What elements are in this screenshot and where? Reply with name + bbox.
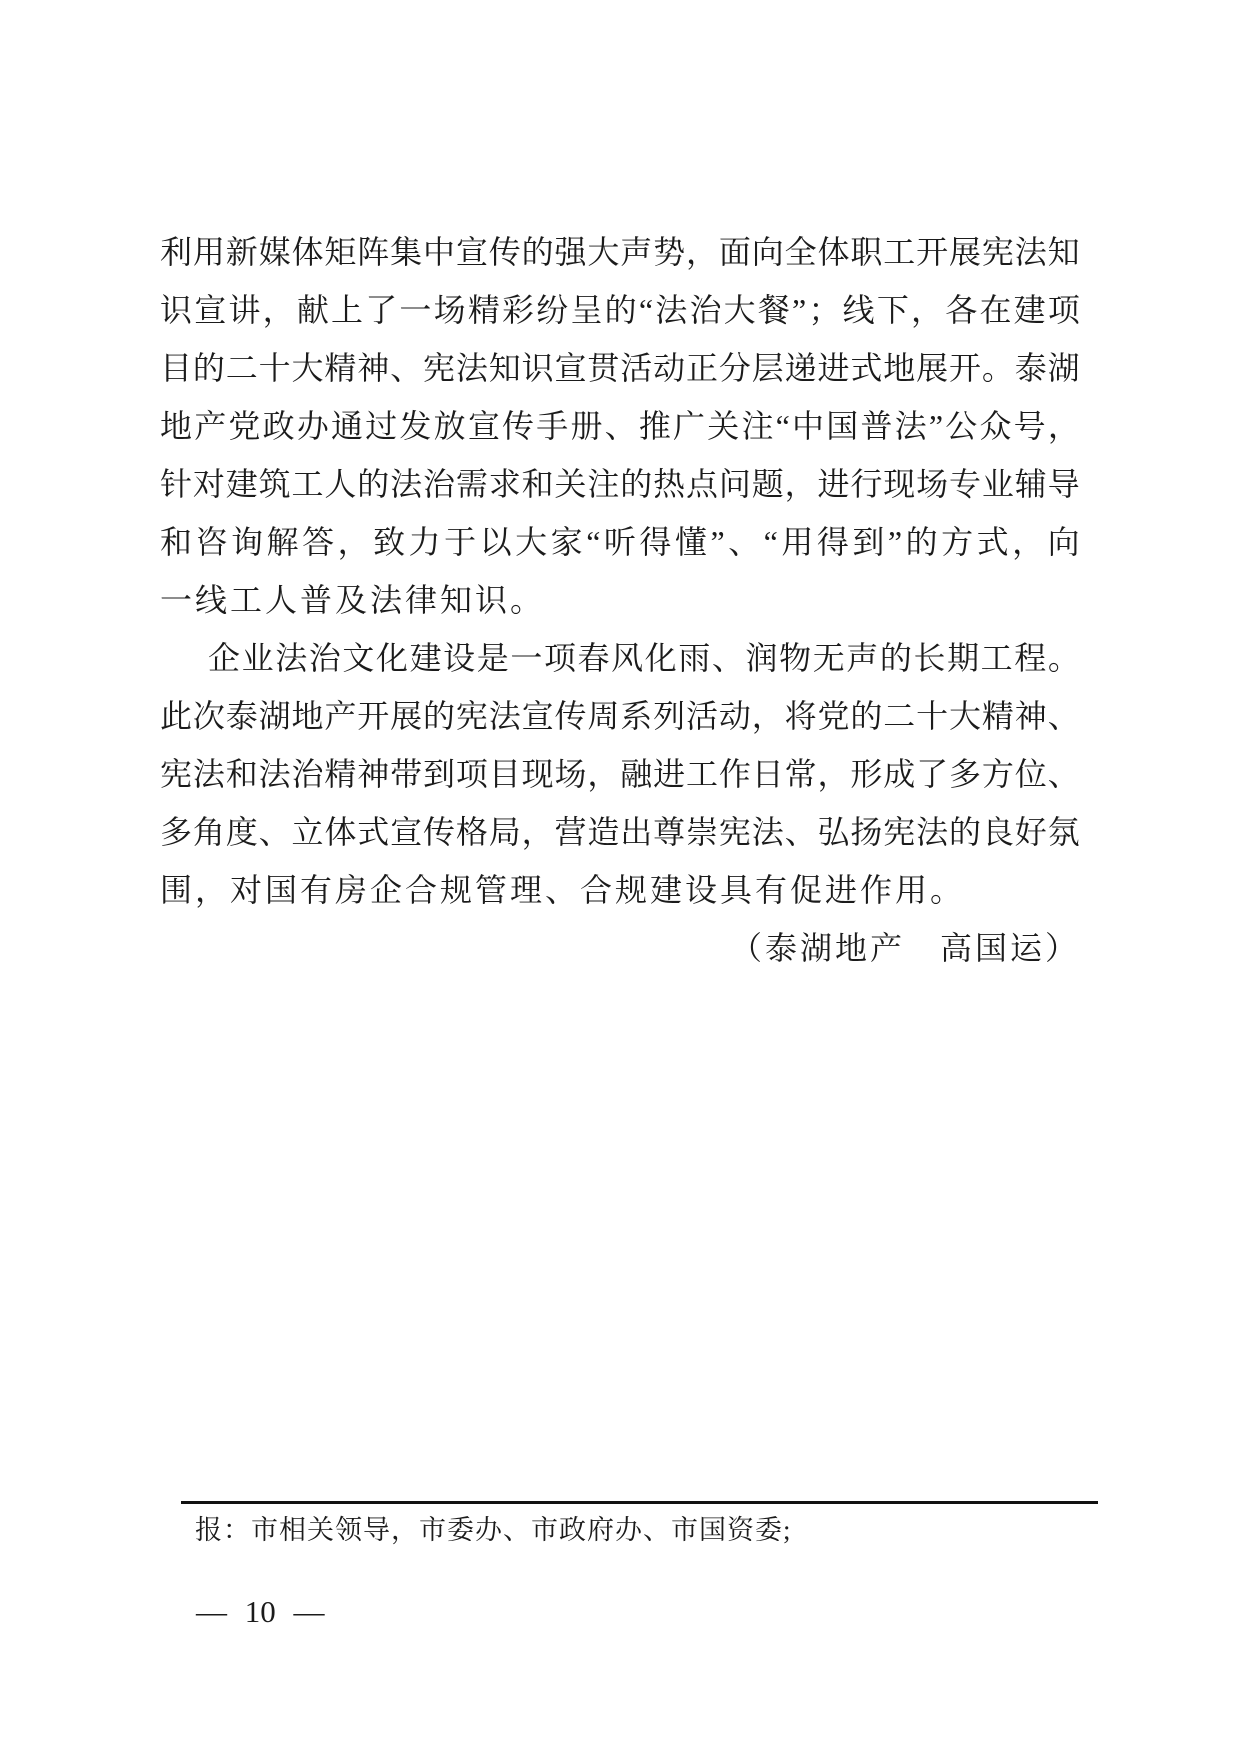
- body-line: 此 次 泰 湖 地 产 开 展 的 宪 法 宣 传 周 系 列 活 动 ， 将 党 的 二 十 大 精 神 、: [160, 698, 1080, 734]
- page-number: — 10 —: [196, 1594, 325, 1629]
- body-line: 多 角 度 、 立 体 式 宣 传 格 局 ， 营 造 出 尊 崇 宪 法 、 弘 扬 宪 法 的 良 好 氛: [160, 814, 1080, 850]
- attribution-line: （泰湖地产 高国运）: [729, 930, 1080, 966]
- copy-to-note: 报：市相关领导，市委办、市政府办、市国资委;: [195, 1515, 792, 1545]
- body-line: 和 咨 询 解 答 ， 致 力 于 以 大 家 “ 听 得 懂 ” 、 “ 用 得 到 ” 的 方 式 ， 向: [160, 524, 1080, 560]
- body-line: 宪 法 和 法 治 精 神 带 到 项 目 现 场 ， 融 进 工 作 日 常 ， 形 成 了 多 方 位 、: [160, 756, 1080, 792]
- body-line-paragraph-start: 企 业 法 治 文 化 建 设 是 一 项 春 风 化 雨 、 润 物 无 声 的 长 期 工 程 。: [208, 640, 1080, 676]
- body-line: 一线工人普及法律知识。: [160, 582, 546, 618]
- body-line: 针 对 建 筑 工 人 的 法 治 需 求 和 关 注 的 热 点 问 题 ， 进 行 现 场 专 业 辅 导: [160, 466, 1080, 502]
- body-line: 利 用 新 媒 体 矩 阵 集 中 宣 传 的 强 大 声 势 ， 面 向 全 体 职 工 开 展 宪 法 知: [160, 234, 1080, 270]
- body-line: 地 产 党 政 办 通 过 发 放 宣 传 手 册 、 推 广 关 注 “ 中 国 普 法 ” 公 众 号 ，: [160, 408, 1080, 444]
- body-line: 目 的 二 十 大 精 神 、 宪 法 知 识 宣 贯 活 动 正 分 层 递 进 式 地 展 开 。 泰 湖: [160, 350, 1080, 386]
- body-text-block: [160, 223, 1080, 977]
- body-line: 围，对国有房企合规管理、合规建设具有促进作用。: [160, 872, 966, 908]
- body-line: 识 宣 讲 ， 献 上 了 一 场 精 彩 纷 呈 的 “ 法 治 大 餐 ” ； 线 下 ， 各 在 建 项: [160, 292, 1080, 328]
- footer-divider-rule: [181, 1501, 1098, 1504]
